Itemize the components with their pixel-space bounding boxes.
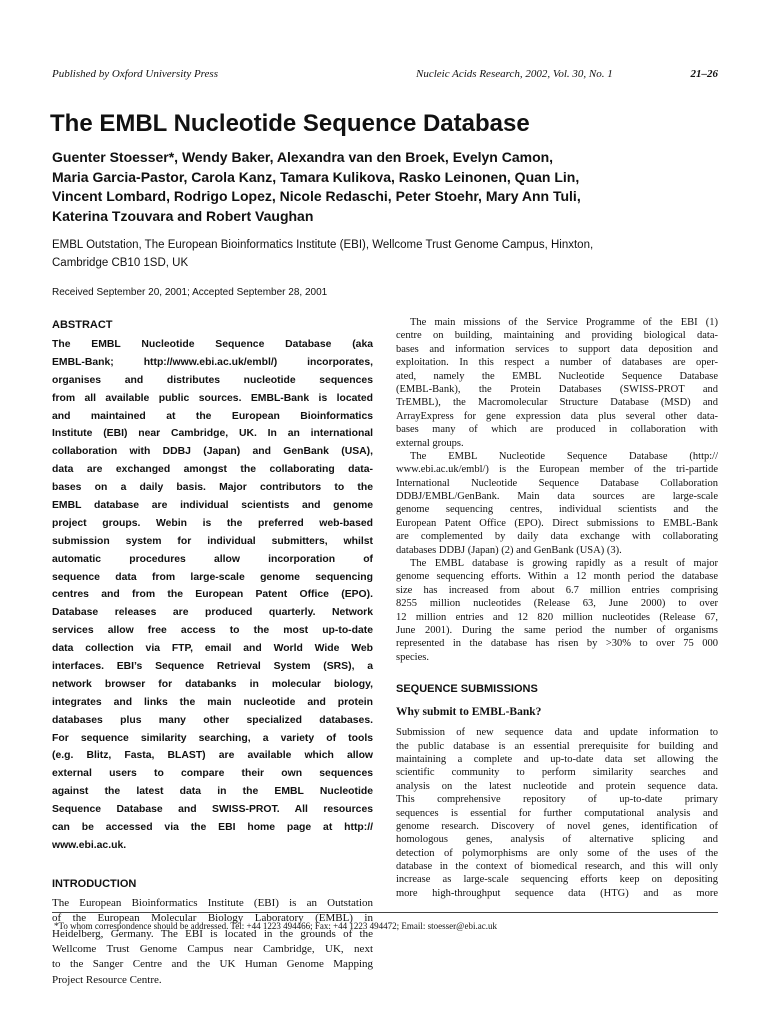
footnote-divider <box>52 912 718 913</box>
body-line: ArrayExpress for gene expression data plus several other data- <box>396 410 718 422</box>
abstract-line: Database releases are produced quarterly. Network <box>52 607 373 619</box>
body-line: bases many of which are produced in collaboration with <box>396 424 718 436</box>
why-submit-subheading: Why submit to EMBL-Bank? <box>396 706 542 719</box>
body-line: June 2001). During the same period the number of organisms <box>396 624 718 636</box>
introduction-line: to the Sanger Centre and the UK Human Genome Mapping <box>52 958 373 971</box>
introduction-line: of the European Molecular Biology Laboratory (EMBL) in <box>52 912 373 925</box>
introduction-line: Wellcome Trust Genome Campus near Cambridge, UK, next <box>52 943 373 955</box>
body-line: genome research. Discovery of novel genes, identification of <box>396 820 718 832</box>
body-line: This comprehensive repository of up-to-date primary <box>396 794 718 806</box>
abstract-line: network browser for databanks in molecular biology, <box>52 678 373 690</box>
submission-paragraph <box>396 726 718 900</box>
abstract-line: For sequence similarity searching, a variety of tools <box>52 732 373 744</box>
body-line: are complemented by daily data exchange with collaborating <box>396 531 718 543</box>
author-list <box>52 148 718 226</box>
body-line: database in the context of biomedical research, and this will only <box>396 861 718 873</box>
author-line: Maria Garcia-Pastor, Carola Kanz, Tamara Kulikova, Rasko Leinonen, Quan Lin, <box>52 168 580 185</box>
abstract-line: databases plus many other specialized databases. <box>52 714 373 726</box>
correspondence-footnote: *To whom correspondence should be addressed. Tel: +44 1223 494466; Fax: +44 1223 494472; Email: stoesser@ebi.ac.uk <box>54 921 497 931</box>
body-line: The EMBL Nucleotide Sequence Database (http:// <box>410 450 718 462</box>
body-line: increase as large-scale sequencing efforts keep on depositing <box>396 874 718 886</box>
author-line: Guenter Stoesser*, Wendy Baker, Alexandra van den Broek, Evelyn Camon, <box>52 149 554 165</box>
body-line: external groups. <box>396 437 464 449</box>
body-line: genome sequencing centres, individual scientists and the <box>396 504 718 516</box>
body-line: European Patent Office (EPO). Direct submissions to EMBL-Bank <box>396 517 718 529</box>
introduction-body <box>52 896 373 988</box>
body-line: www.ebi.ac.uk/embl/) is the European member of the tri-partide <box>396 464 718 476</box>
body-line: homologous genes, analysis of alternative splicing and <box>396 834 718 846</box>
abstract-line: centres and from the European Patent Office (EPO). <box>52 589 373 601</box>
abstract-heading: ABSTRACT <box>52 319 113 331</box>
received-dates: Received September 20, 2001; Accepted September 28, 2001 <box>52 287 328 298</box>
author-line: Katerina Tzouvara and Robert Vaughan <box>52 207 314 224</box>
right-column <box>396 316 718 900</box>
abstract-line: organises and distributes nucleotide sequences <box>52 374 373 386</box>
introduction-heading: INTRODUCTION <box>52 877 137 890</box>
abstract-line: Institute (EBI) near Cambridge, UK. In an international <box>52 428 373 440</box>
database-paragraph <box>396 450 718 557</box>
body-line: bases and information services to support data deposition and <box>396 343 718 355</box>
growth-paragraph <box>396 557 718 664</box>
body-line: The main missions of the Service Programme of the EBI (1) <box>410 317 718 328</box>
body-line: genome sequencing efforts. Within a 12 month period the database <box>396 571 718 583</box>
body-line: more high-throughput sequence data (HTG) and as more <box>396 887 718 899</box>
abstract-line: external users to compare their own sequences <box>52 768 373 780</box>
abstract-body <box>52 336 373 855</box>
abstract-line: automatic procedures allow incorporation of <box>52 553 373 565</box>
body-line: species. <box>396 651 429 663</box>
abstract-line: EMBL database are individual scientists and genome <box>52 500 373 512</box>
body-line: scientific community to perform similarity searches and <box>396 767 718 779</box>
abstract-line: data collection via FTP, email and World Wide Web <box>52 643 373 655</box>
affiliation-line: Cambridge CB10 1SD, UK <box>52 257 189 269</box>
abstract-line: and maintained at the European Bioinformatics <box>52 410 373 422</box>
body-line: Submission of new sequence data and update information to <box>396 727 718 739</box>
body-line: sequences is essential for further computational analysis and <box>396 807 718 819</box>
abstract-line: Sequence Database and SWISS-PROT. All resources <box>52 804 373 816</box>
body-line: The EMBL database is growing rapidly as a result of major <box>410 558 718 570</box>
abstract-line: data are exchanged amongst the collaborating data- <box>52 464 373 476</box>
abstract-line: submission system for individual submitters, whilst <box>52 535 373 547</box>
abstract-line: services allow free access to the most up-to-date <box>52 625 373 637</box>
abstract-line: (e.g. Blitz, Fasta, BLAST) are available which allow <box>52 750 373 762</box>
abstract-line: The EMBL Nucleotide Sequence Database (aka <box>52 339 373 350</box>
abstract-line: interfaces. EBI’s Sequence Retrieval System (SRS), a <box>52 661 373 673</box>
introduction-line: Heidelberg, Germany. The EBI is located in the grounds of the <box>52 927 373 940</box>
abstract-line: integrates and links the main nucleotide and protein <box>52 696 373 708</box>
abstract-line: bases on a daily basis. Major contributors to the <box>52 482 373 494</box>
body-line: maintaining a complete and up-to-date data set allowing the <box>396 753 718 765</box>
body-line: analysis on the latest nucleotide and protein sequence data. <box>396 780 718 792</box>
introduction-line: Project Resource Centre. <box>52 973 162 986</box>
body-line: represented in the database has risen by >30% to over 75 000 <box>396 638 718 650</box>
running-header <box>52 68 718 84</box>
body-line: 8255 million nucleotides (Release 63, June 2000) to over <box>396 598 718 610</box>
body-line: DDBJ/EMBL/GenBank. Main data sources are large-scale <box>396 491 718 503</box>
body-line: detection of polymorphisms are only some of the uses of the <box>396 847 718 859</box>
abstract-line: collaboration with DDBJ (Japan) and GenBank (USA), <box>52 446 373 458</box>
sequence-submissions-heading: SEQUENCE SUBMISSIONS <box>396 683 538 696</box>
abstract-line: against the latest data in the EMBL Nucleotide <box>52 786 373 798</box>
abstract-line: from all available public sources. EMBL-Bank is located <box>52 392 373 404</box>
body-line: International Nucleotide Sequence Database Collaboration <box>396 477 718 489</box>
article-title: The EMBL Nucleotide Sequence Database <box>50 110 530 137</box>
journal-citation: Nucleic Acids Research, 2002, Vol. 30, No. 1 <box>416 68 613 80</box>
body-line: (EMBL-Bank), the Protein Databases (SWISS-PROT and <box>396 383 718 395</box>
author-line: Vincent Lombard, Rodrigo Lopez, Nicole Redaschi, Peter Stoehr, Mary Ann Tuli, <box>52 188 581 205</box>
missions-paragraph <box>396 316 718 450</box>
abstract-line: project groups. Webin is the preferred web-based <box>52 517 373 529</box>
body-line: ated, namely the EMBL Nucleotide Sequence Database <box>396 370 718 382</box>
body-line: exploitation. In this respect a number of databases are oper- <box>396 357 718 369</box>
abstract-line: EMBL-Bank; http://www.ebi.ac.uk/embl/) incorporates, <box>52 356 373 368</box>
page-range: 21–26 <box>690 68 718 80</box>
body-line: centre on building, maintaining and providing biological data- <box>396 330 718 342</box>
introduction-line: The European Bioinformatics Institute (EBI) is an Outstation <box>52 896 373 909</box>
abstract-line: sequence data from large-scale genome sequencing <box>52 571 373 583</box>
body-line: size has increased from about 6.7 million entries comprising <box>396 584 718 596</box>
affiliation <box>52 236 718 272</box>
body-line: TrEMBL), the Macromolecular Structure Database (MSD) and <box>396 397 718 409</box>
affiliation-line: EMBL Outstation, The European Bioinformatics Institute (EBI), Wellcome Trust Genome Campus, Hinxton, <box>52 239 594 251</box>
left-column <box>52 316 373 988</box>
body-line: databases DDBJ (Japan) (2) and GenBank (USA) (3). <box>396 544 622 556</box>
abstract-line: can be accessed via the EBI home page at http:// <box>52 822 373 834</box>
body-line: the public database is an essential prerequisite for building and <box>396 740 718 752</box>
publisher-note: Published by Oxford University Press <box>52 68 218 80</box>
body-line: 12 million entries and 12 820 million nucleotides (Release 67, <box>396 611 718 623</box>
abstract-line: www.ebi.ac.uk. <box>52 839 127 851</box>
